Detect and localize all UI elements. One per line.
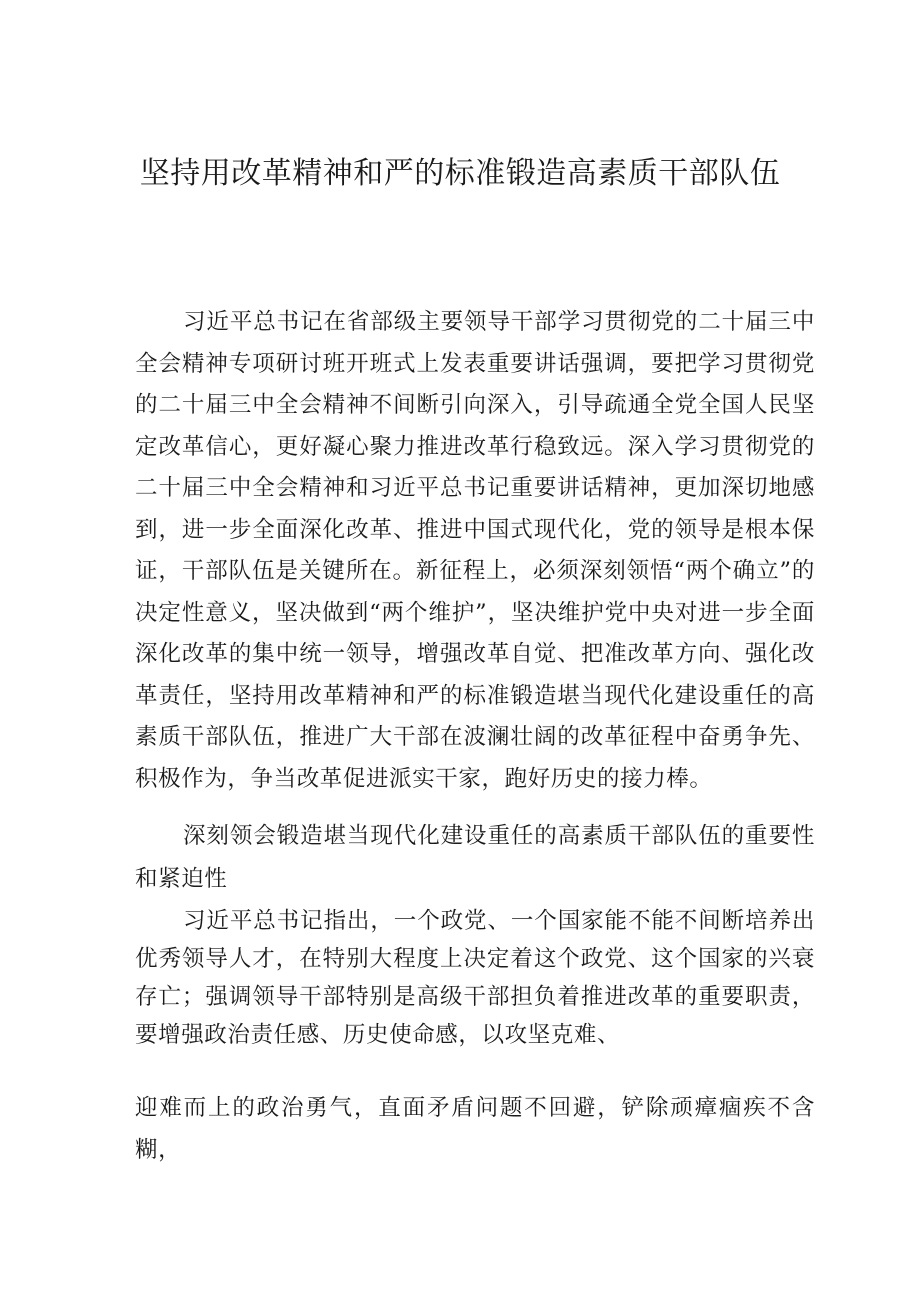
- body-paragraph-3: 迎难而上的政治勇气，直面矛盾问题不回避，铲除顽瘴痼疾不含糊，: [135, 1095, 815, 1163]
- section-heading: 深刻领会锻造堪当现代化建设重任的高素质干部队伍的重要性和紧迫性: [135, 823, 815, 892]
- body-paragraph-intro: 习近平总书记在省部级主要领导干部学习贯彻党的二十届三中全会精神专项研讨班开班式上发表重要讲话强调，要把学习贯彻党的二十届三中全会精神不间断引向深入，引导疏通全党全国人民坚定改革信心，更好凝心聚力推进改革行稳致远。深入学习贯彻党的二十届三中全会精神和习近平总书记重要讲话精神，更加深切地感到，进一步全面深化改革、推进中国式现代化，党的领导是根本保证，干部队伍是关键所在。新征程上，必须深刻领悟“两个确立”的决定性意义，坚决做到“两个维护”，坚决维护党中央对进一步全面深化改革的集中统一领导，增强改革自觉、把准改革方向、强化改革责任，坚持用改革精神和严的标准锻造堪当现代化建设重任的高素质干部队伍，推进广大干部在波澜壮阔的改革征程中奋勇争先、积极作为，争当改革促进派实干家，跑好历史的接力棒。: [135, 309, 815, 792]
- document-title: 坚持用改革精神和严的标准锻造高素质干部队伍: [139, 156, 781, 191]
- body-paragraph-2: 习近平总书记指出，一个政党、一个国家能不能不间断培养出优秀领导人才，在特别大程度上决定着这个政党、这个国家的兴衰存亡；强调领导干部特别是高级干部担负着推进改革的重要职责，要增强政治责任感、历史使命感，以攻坚克难、: [135, 908, 815, 1048]
